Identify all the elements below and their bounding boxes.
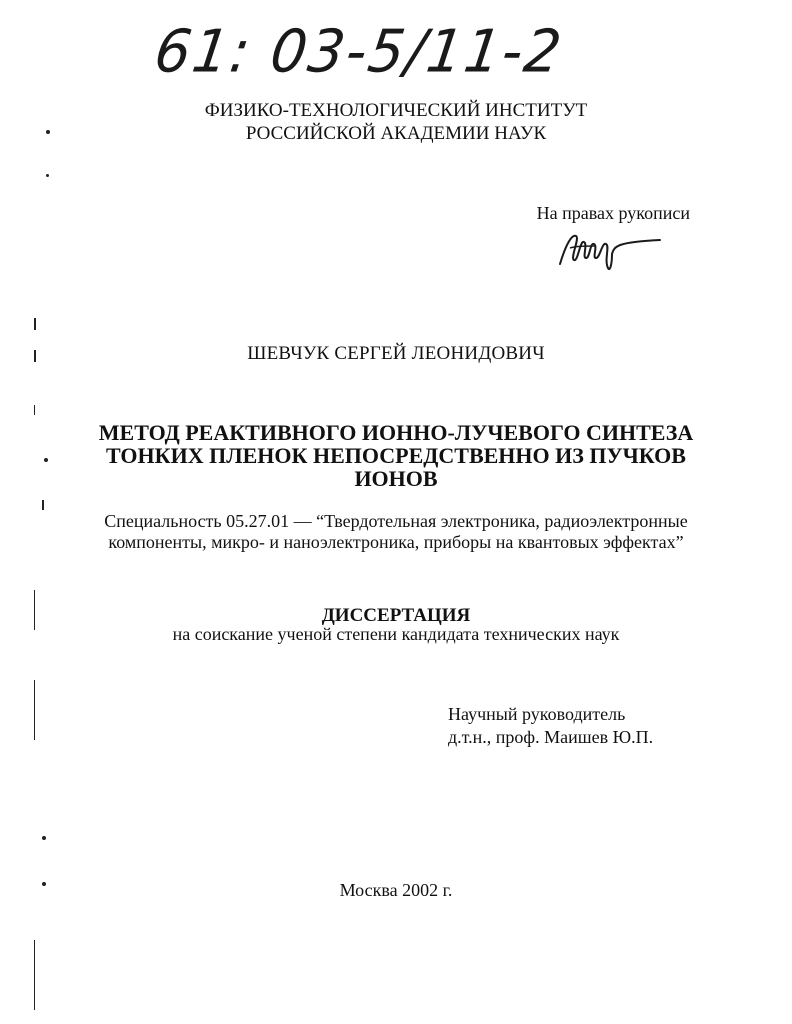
scan-dot <box>46 130 50 134</box>
supervisor-name: д.т.н., проф. Маишев Ю.П. <box>448 727 654 747</box>
signature-icon <box>556 224 666 279</box>
title-line-2: ТОНКИХ ПЛЕНОК НЕПОСРЕДСТВЕННО ИЗ ПУЧКОВ <box>106 443 686 468</box>
specialty <box>0 511 792 553</box>
scan-mark <box>34 350 36 362</box>
archive-number <box>150 18 580 98</box>
degree-line: на соискание ученой степени кандидата технических наук <box>172 624 620 644</box>
scan-dot <box>46 174 49 177</box>
scan-dot <box>42 882 46 886</box>
archive-number-text: 61: 03-5/11-2 <box>150 18 567 87</box>
scan-mark <box>34 940 35 1010</box>
title-line-1: МЕТОД РЕАКТИВНОГО ИОННО-ЛУЧЕВОГО СИНТЕЗА <box>98 420 694 445</box>
scan-mark <box>34 318 36 330</box>
dissertation-title <box>0 421 792 490</box>
supervisor-label: Научный руководитель <box>448 704 626 724</box>
scan-dot <box>42 836 46 840</box>
title-line-3: ИОНОВ <box>354 466 438 491</box>
institute-line-2: РОССИЙСКОЙ АКАДЕМИИ НАУК <box>245 123 547 144</box>
scan-mark <box>34 590 35 630</box>
city-year: Москва 2002 г. <box>339 880 453 900</box>
specialty-line-2: компоненты, микро- и наноэлектроника, приборы на квантовых эффектах” <box>108 532 684 552</box>
scan-dot <box>44 458 48 462</box>
document-type: ДИССЕРТАЦИЯ <box>321 605 471 626</box>
institute-line-1: ФИЗИКО-ТЕХНОЛОГИЧЕСКИЙ ИНСТИТУТ <box>204 100 588 121</box>
scan-mark <box>42 500 44 510</box>
manuscript-rights: На правах рукописи <box>536 203 690 223</box>
specialty-line-1: Специальность 05.27.01 — “Твердотельная электроника, радиоэлектронные <box>104 511 688 531</box>
author-name: ШЕВЧУК СЕРГЕЙ ЛЕОНИДОВИЧ <box>247 343 545 364</box>
scan-mark <box>34 405 35 415</box>
scan-mark <box>34 680 35 740</box>
supervisor-block <box>448 703 653 749</box>
